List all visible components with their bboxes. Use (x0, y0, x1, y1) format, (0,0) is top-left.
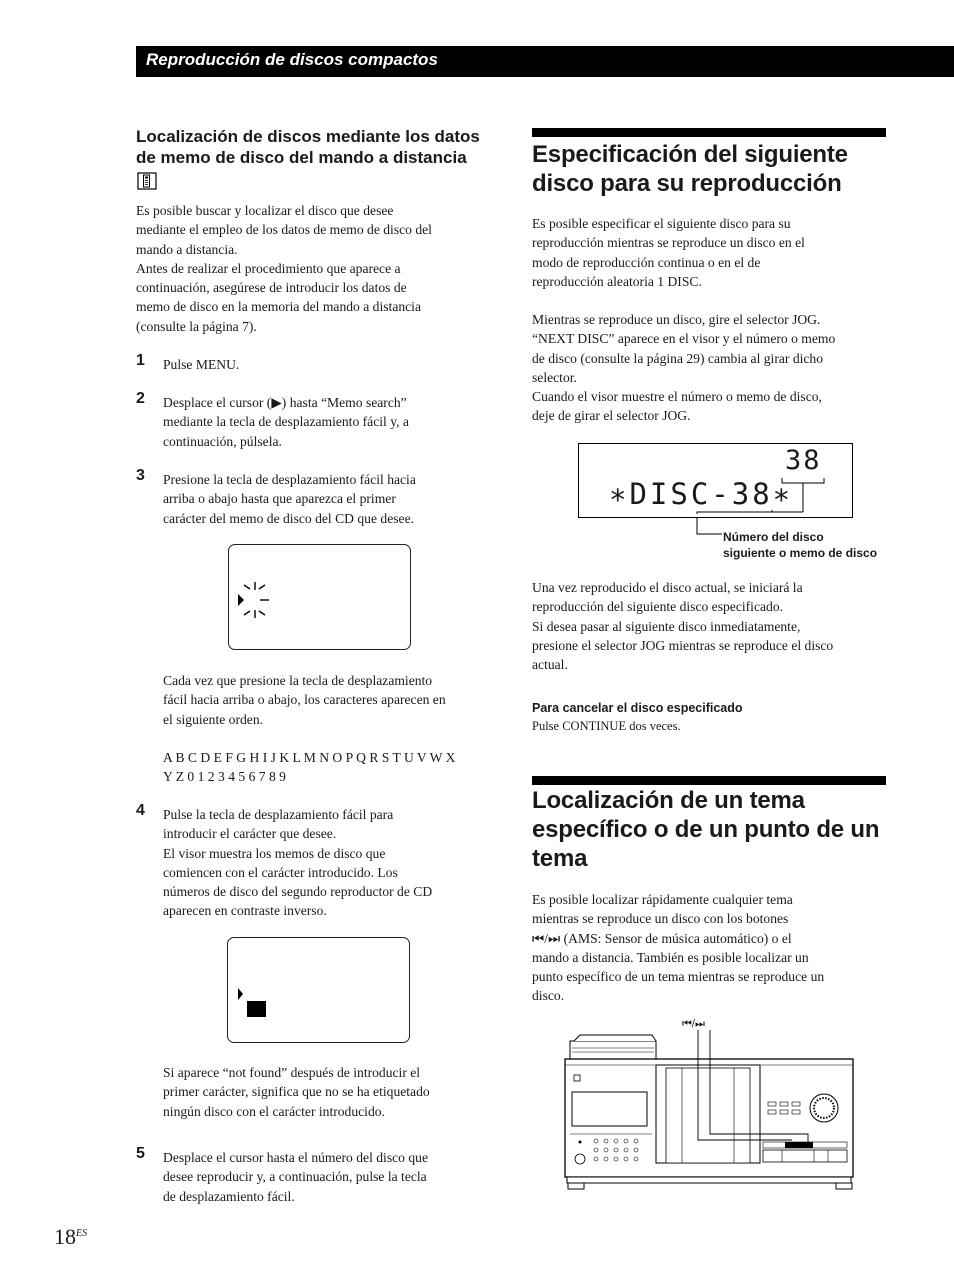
display-disc-number: 38 (785, 445, 822, 476)
text-line: modo de reproducción continua o en el de (532, 254, 761, 270)
display-callout-label (723, 529, 877, 561)
sec2-paragraph-1 (532, 890, 892, 1006)
section-heading-next-disc (532, 140, 892, 198)
text-line: Cuando el visor muestre el número o memo de disco, (532, 389, 822, 405)
text-line: mando a distancia. También es posible localizar un (532, 949, 809, 965)
section-header-title: Reproducción de discos compactos (146, 50, 438, 69)
text-line: comiencen con el carácter introducido. Los (163, 864, 398, 880)
text-line: introducir el carácter que desee. (163, 826, 337, 842)
cd-player-illustration (560, 1030, 860, 1195)
step-text (163, 805, 498, 921)
text-line: Y Z 0 1 2 3 4 5 6 7 8 9 (163, 769, 286, 785)
page-number-value: 18 (54, 1224, 76, 1249)
step-number: 4 (136, 802, 145, 819)
heading-line: tema (532, 845, 588, 872)
text-line: presione el selector JOG mientras se reproduce el disco (532, 637, 834, 653)
text-line: Es posible localizar rápidamente cualquier tema (532, 892, 793, 907)
text-line: memo de disco en la memoria del mando a distancia (136, 299, 421, 315)
callout-line: Número del disco (723, 530, 824, 544)
step-number: 3 (136, 467, 145, 484)
left-heading-line: de memo de disco del mando a distancia (136, 148, 467, 167)
text-line: continuación, púlsela. (163, 433, 282, 449)
text-line: deje de girar el selector JOG. (532, 408, 691, 424)
section-rule (532, 128, 886, 137)
sec1-paragraph-3 (532, 578, 892, 674)
text-line: Pulse MENU. (163, 357, 240, 372)
text-line: continuación, asegúrese de introducir los datos de (136, 280, 407, 296)
step-number: 1 (136, 352, 145, 369)
section-heading-locate-track (532, 786, 897, 873)
text-line: mediante el empleo de los datos de memo de disco del (136, 222, 432, 238)
text-line: fácil hacia arriba o abajo, los caracteres aparecen en (163, 692, 446, 708)
text-line: de disco (consulte la página 29) cambia al girar dicho (532, 350, 824, 366)
text-line: punto específico de un tema mientras se reproduce un (532, 969, 825, 985)
text-line: primer carácter, significa que no se ha etiquetado (163, 1084, 430, 1100)
text-line: ⏮/⏭ (AMS: Sensor de música automático) o el (532, 930, 792, 946)
cancel-text: Pulse CONTINUE dos veces. (532, 719, 681, 733)
step-text (163, 393, 498, 451)
text-line: (consulte la página 7). (136, 318, 257, 334)
remote-control-icon (137, 172, 157, 195)
callout-line: siguiente o memo de disco (723, 546, 878, 560)
text-line: Presione la tecla de desplazamiento fácil hacia (163, 472, 416, 487)
heading-line: Localización de un tema (532, 787, 805, 814)
text-line: Es posible buscar y localizar el disco que desee (136, 203, 394, 218)
text-line: reproducción mientras se reproduce un disco en el (532, 235, 805, 251)
text-line: mientras se reproduce un disco con los botones (532, 911, 789, 927)
heading-line: disco para su reproducción (532, 170, 842, 197)
heading-line: Especificación del siguiente (532, 141, 848, 168)
text-line: A B C D E F G H I J K L M N O P Q R S T U V W X (163, 750, 456, 765)
text-line: Una vez reproducido el disco actual, se iniciará la (532, 580, 803, 595)
text-line: Si desea pasar al siguiente disco inmediatamente, (532, 618, 801, 634)
step-number: 5 (136, 1145, 145, 1162)
text-line: Mientras se reproduce un disco, gire el selector JOG. (532, 312, 821, 327)
text-line: reproducción del siguiente disco especificado. (532, 599, 784, 615)
text-line: Es posible especificar el siguiente disco para su (532, 216, 791, 231)
page-number-suffix: ES (76, 1228, 88, 1239)
left-heading (136, 126, 496, 168)
text-line: carácter del memo de disco del CD que desee. (163, 510, 414, 526)
text-line: mando a distancia. (136, 241, 238, 257)
ams-button-label: ⏮/⏭ (682, 1018, 705, 1030)
section-rule (532, 776, 886, 785)
step-text (163, 1148, 498, 1206)
text-line: “NEXT DISC” aparece en el visor y el número o memo (532, 331, 836, 347)
left-intro (136, 201, 496, 336)
text-line: Cada vez que presione la tecla de desplazamiento (163, 673, 433, 688)
cancel-heading: Para cancelar el disco especificado (532, 701, 743, 715)
text-line: desee reproducir y, a continuación, pulse la tecla (163, 1169, 427, 1185)
text-line: Desplace el cursor hasta el número del disco que (163, 1150, 428, 1165)
step-number: 2 (136, 390, 145, 407)
text-line: selector. (532, 369, 577, 385)
text-line: ningún disco con el carácter introducido. (163, 1103, 385, 1119)
text-line: Pulse la tecla de desplazamiento fácil para (163, 807, 394, 822)
step-text (163, 355, 498, 374)
text-line: el siguiente orden. (163, 711, 264, 727)
text-line: Si aparece “not found” después de introducir el (163, 1065, 421, 1080)
left-heading-line: Localización de discos mediante los datos (136, 127, 480, 146)
remote-display-result (227, 937, 410, 1043)
remote-display-blinking (228, 544, 411, 650)
step4-note (163, 1063, 498, 1121)
text-line: Desplace el cursor (▶) hasta “Memo search” (163, 395, 407, 410)
blinking-cursor-icon (229, 545, 410, 649)
text-line: reproducción aleatoria 1 DISC. (532, 273, 702, 289)
text-line: arriba o abajo hasta que aparezca el primer (163, 491, 396, 507)
text-line: números de disco del segundo reproductor de CD (163, 884, 433, 900)
text-line: mediante la tecla de desplazamiento fácil y, a (163, 414, 409, 430)
text-line: El visor muestra los memos de disco que (163, 845, 386, 861)
text-line: de desplazamiento fácil. (163, 1188, 295, 1204)
display-main-text: ∗DISC-38∗ (609, 477, 794, 511)
step-text (163, 470, 498, 528)
sec1-paragraph-1 (532, 214, 892, 291)
sec1-paragraph-2 (532, 310, 892, 426)
cursor-and-inverse-block (228, 938, 409, 1042)
text-line: Antes de realizar el procedimiento que aparece a (136, 260, 401, 276)
page-number (54, 1224, 87, 1250)
step3-note (163, 671, 498, 729)
text-line: actual. (532, 657, 568, 673)
text-line: disco. (532, 988, 565, 1004)
heading-line: específico o de un punto de un (532, 816, 880, 843)
text-line: aparecen en contraste inverso. (163, 903, 327, 919)
character-order (163, 748, 498, 787)
